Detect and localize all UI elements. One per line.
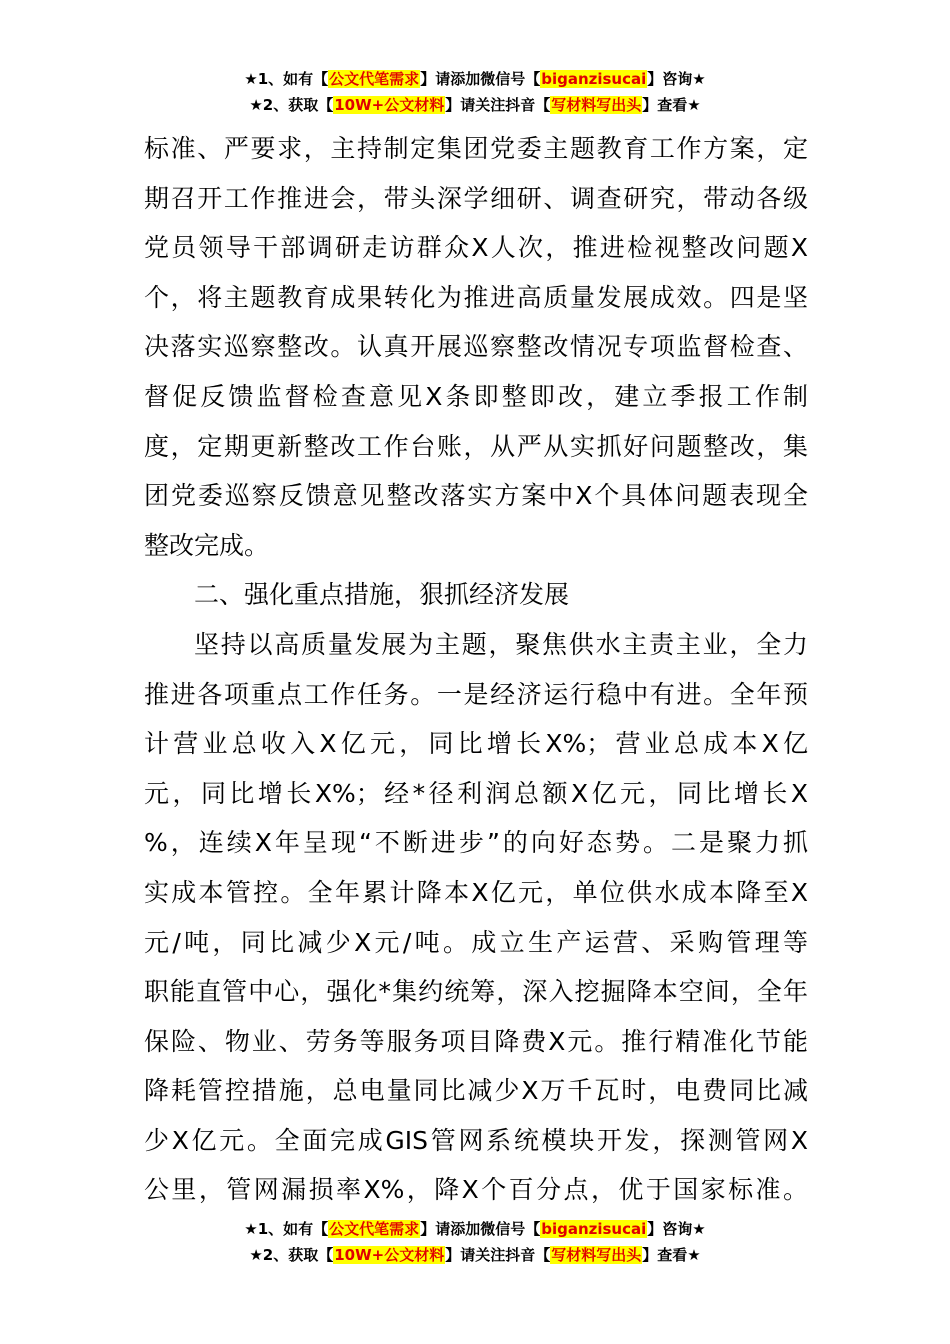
banner-highlight: 10W+公文材料: [334, 96, 445, 114]
section-heading: 二、强化重点措施，狠抓经济发展: [194, 580, 570, 610]
banner-highlight: 10W+公文材料: [334, 1246, 445, 1264]
banner-highlight: 公文代笔需求: [329, 1220, 420, 1238]
banner-line-1: ★1、如有【公文代笔需求】请添加微信号【biganzisucai】咨询★: [244, 1220, 706, 1238]
banner-highlight: biganzisucai: [541, 70, 647, 88]
header-banner: [0, 66, 950, 118]
banner-highlight: 写材料写出头: [551, 96, 642, 114]
banner-highlight: 写材料写出头: [551, 1246, 642, 1264]
banner-highlight: 公文代笔需求: [329, 70, 420, 88]
banner-line-2: ★2、获取【10W+公文材料】请关注抖音【写材料写出头】查看★: [249, 96, 701, 114]
body-line: 公里，管网漏损率X%，降X个百分点，优于国家标准。: [144, 1175, 808, 1205]
body-line: 职能直管中心，强化*集约统筹，深入挖掘降本空间，全年: [144, 977, 808, 1007]
body-line: 标准、严要求，主持制定集团党委主题教育工作方案，定: [144, 134, 808, 163]
body-line: 实成本管控。全年累计降本X亿元，单位供水成本降至X: [144, 877, 808, 907]
body-line: 元，同比增长X%；经*径利润总额X亿元，同比增长X: [144, 778, 808, 808]
body-line: 坚持以高质量发展为主题，聚焦供水主责主业，全力: [194, 629, 808, 659]
body-line: 计营业总收入X亿元，同比增长X%；营业总成本X亿: [144, 729, 808, 759]
body-line: 元/吨，同比减少X元/吨。成立生产运营、采购管理等: [144, 927, 808, 957]
body-line: 决落实巡察整改。认真开展巡察整改情况专项监督检查、: [144, 332, 808, 362]
footer-banner: [0, 1216, 950, 1268]
body-line: 期召开工作推进会，带头深学细研、调查研究，带动各级: [144, 183, 808, 213]
body-line: %，连续X年呈现“不断进步”的向好态势。二是聚力抓: [144, 828, 808, 858]
body-line: 督促反馈监督检查意见X条即整即改，建立季报工作制: [144, 381, 808, 411]
body-line: 推进各项重点工作任务。一是经济运行稳中有进。全年预: [144, 679, 808, 709]
body-line: 度，定期更新整改工作台账，从严从实抓好问题整改，集: [144, 431, 808, 461]
body-line: 个，将主题教育成果转化为推进高质量发展成效。四是坚: [144, 282, 808, 312]
body-line: 团党委巡察反馈意见整改落实方案中X个具体问题表现全: [144, 481, 808, 511]
body-line: 降耗管控措施，总电量同比减少X万千瓦时，电费同比减: [144, 1076, 808, 1106]
banner-highlight: biganzisucai: [541, 1220, 647, 1238]
body-line: 党员领导干部调研走访群众X人次，推进检视整改问题X: [144, 233, 808, 263]
document-body: [144, 124, 808, 1215]
body-line: 保险、物业、劳务等服务项目降费X元。推行精准化节能: [144, 1026, 808, 1056]
body-line: 少X亿元。全面完成GIS管网系统模块开发，探测管网X: [144, 1125, 808, 1155]
banner-line-2: ★2、获取【10W+公文材料】请关注抖音【写材料写出头】查看★: [249, 1246, 701, 1264]
body-line: 整改完成。: [144, 530, 270, 560]
banner-line-1: ★1、如有【公文代笔需求】请添加微信号【biganzisucai】咨询★: [244, 70, 706, 88]
